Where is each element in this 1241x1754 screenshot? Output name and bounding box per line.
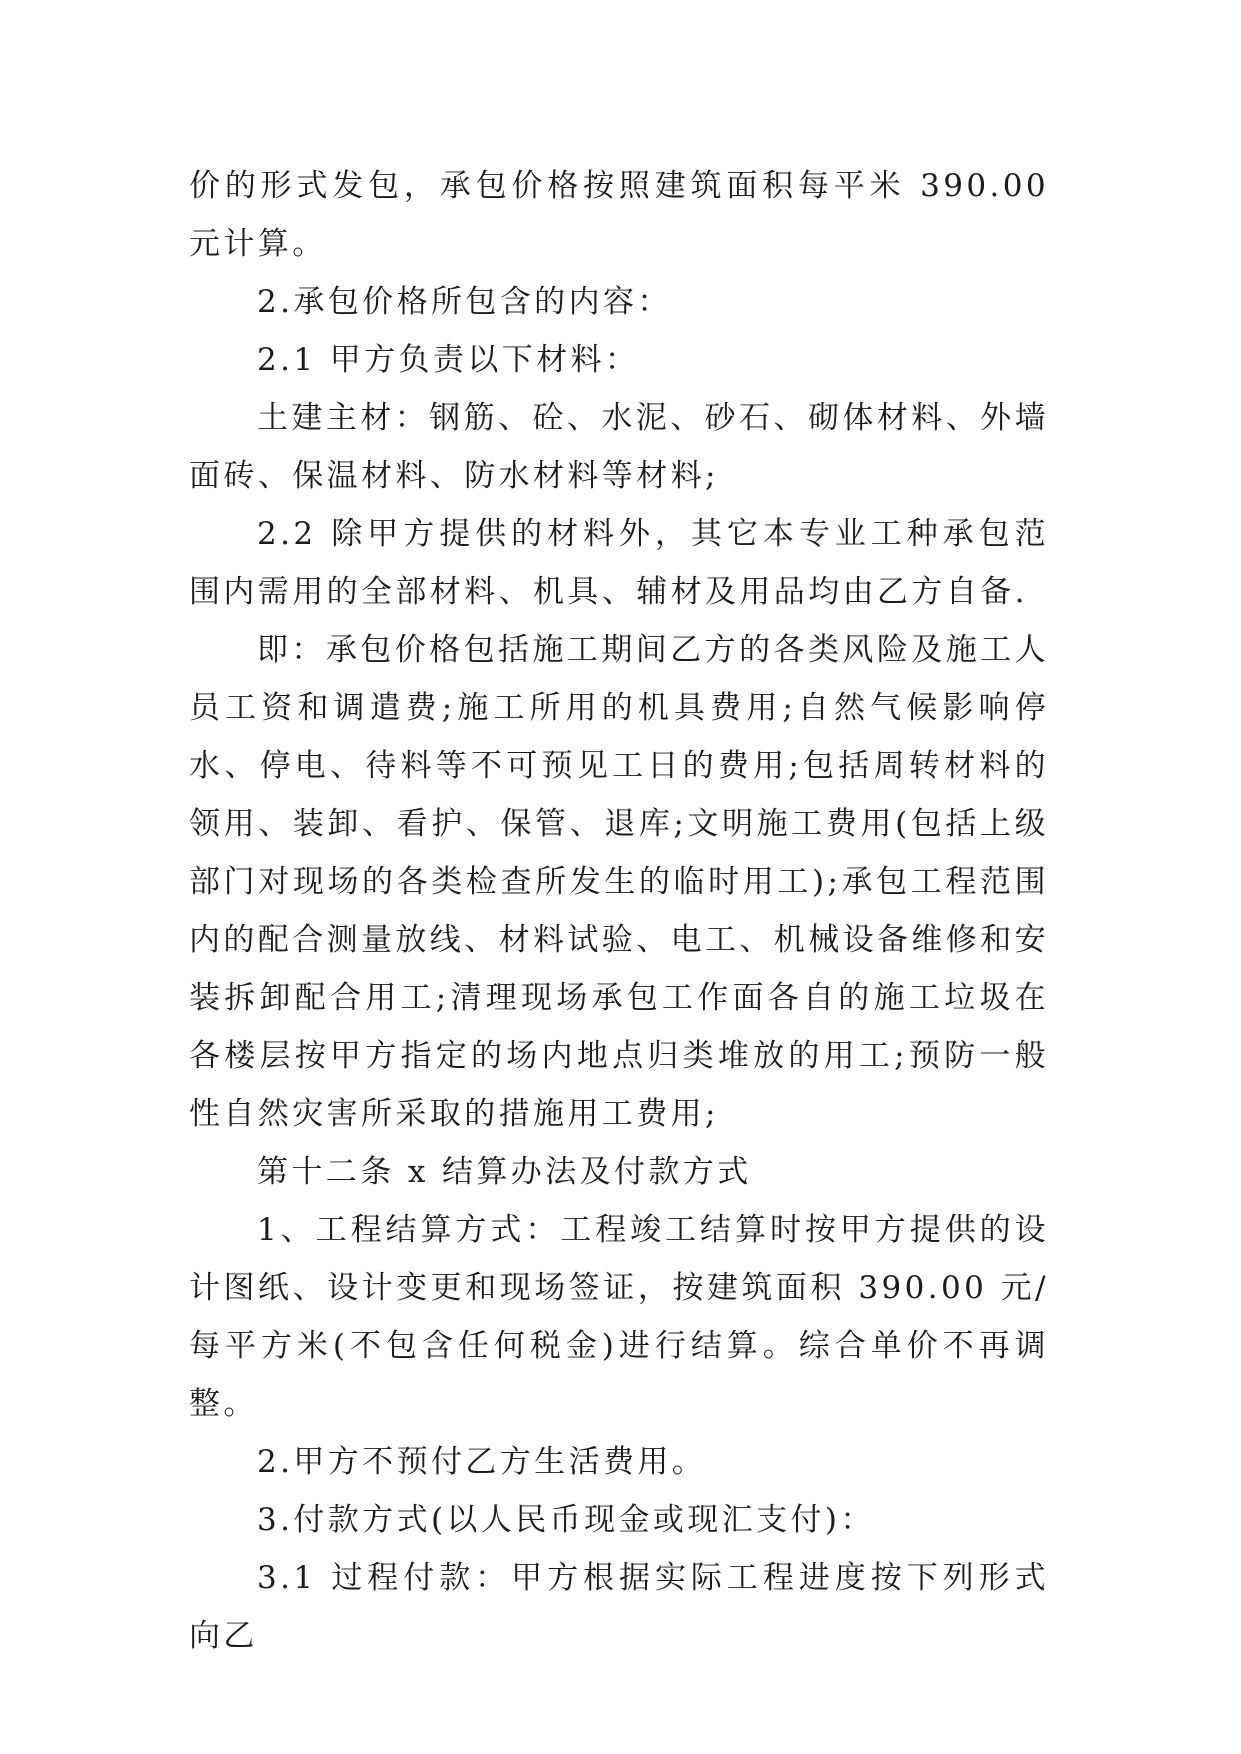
paragraph-payment-method: 3.付款方式(以人民币现金或现汇支付)： — [257, 1502, 875, 1538]
paragraph-price-form: 价的形式发包，承包价格按照建筑面积每平米 390.00 元计算。 — [189, 168, 1049, 262]
paragraph-no-advance-payment: 2.甲方不预付乙方生活费用。 — [257, 1444, 707, 1480]
paragraph-party-b-materials: 2.2 除甲方提供的材料外，其它本专业工种承包范围内需用的全部材料、机具、辅材及用品均由乙方自备. — [189, 516, 1049, 610]
paragraph-settlement-method: 1、工程结算方式：工程竣工结算时按甲方提供的设计图纸、设计变更和现场签证，按建筑面积 390.00 元/每平方米(不包含任何税金)进行结算。综合单价不再调整。 — [189, 1212, 1049, 1422]
paragraph-progress-payment: 3.1 过程付款：甲方根据实际工程进度按下列形式向乙 — [189, 1560, 1049, 1654]
document-body — [189, 157, 1049, 1665]
paragraph-price-contents-heading: 2.承包价格所包含的内容： — [257, 284, 672, 320]
paragraph-party-a-materials-heading: 2.1 甲方负责以下材料： — [257, 342, 640, 378]
paragraph-main-materials: 土建主材：钢筋、砼、水泥、砂石、砌体材料、外墙面砖、保温材料、防水材料等材料; — [189, 400, 1049, 494]
paragraph-price-inclusions: 即：承包价格包括施工期间乙方的各类风险及施工人员工资和调遣费;施工所用的机具费用;自然气候影响停水、停电、待料等不可预见工日的费用;包括周转材料的领用、装卸、看护、保管、退库;文明施工费用(包括上级部门对现场的各类检查所发生的临时用工);承包工程范围内的配合测量放线、材料试验、电工、机械设备维修和安装拆卸配合用工;清理现场承包工作面各自的施工垃圾在各楼层按甲方指定的场内地点归类堆放的用工;预防一般性自然灾害所采取的措施用工费用; — [189, 632, 1049, 1132]
section-heading-article-12: 第十二条 x 结算办法及付款方式 — [257, 1154, 752, 1190]
